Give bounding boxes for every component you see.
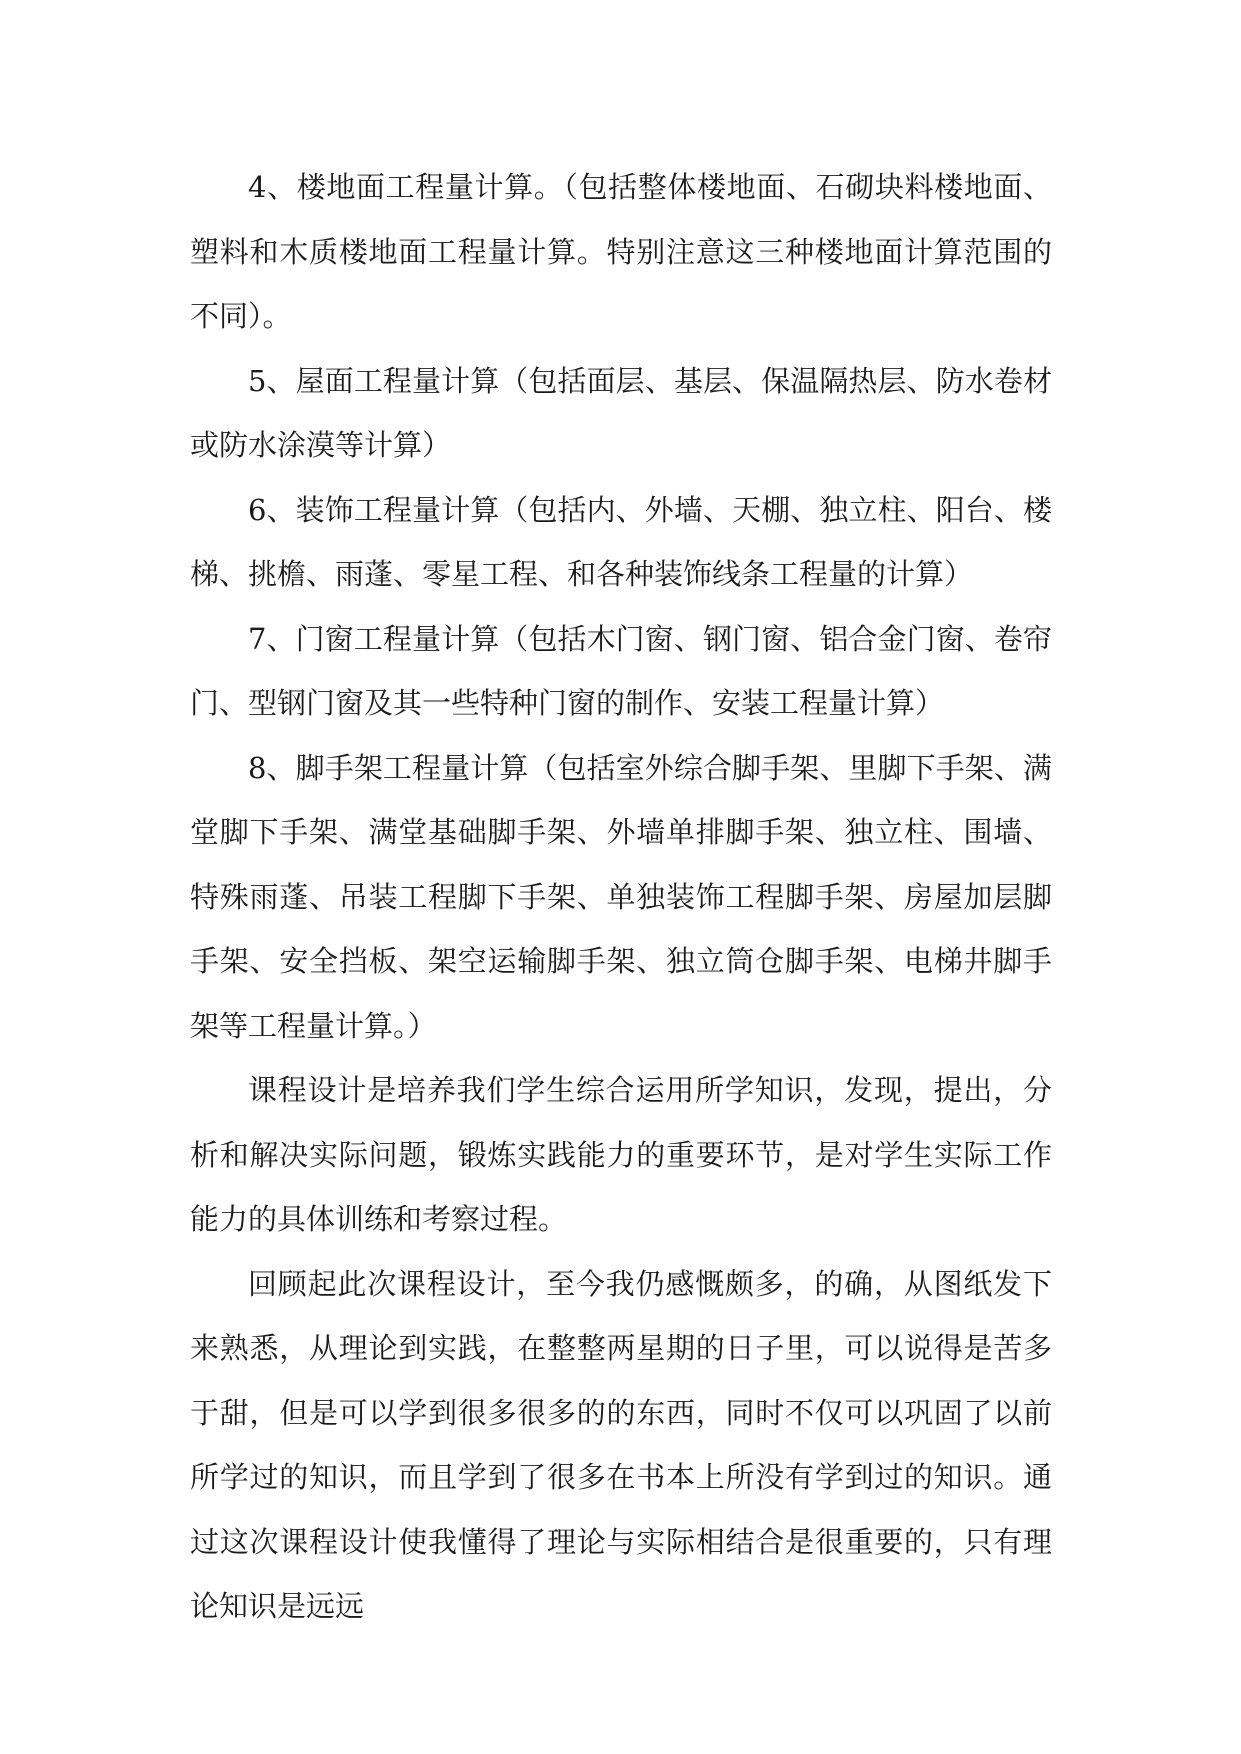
paragraph-item-7-doors-windows: 7、门窗工程量计算（包括木门窗、钢门窗、铝合金门窗、卷帘门、型钢门窗及其一些特种门窗的制作、安装工程量计算）: [190, 621, 1052, 720]
paragraph-item-5-roof: 5、屋面工程量计算（包括面层、基层、保温隔热层、防水卷材或防水涂漠等计算）: [190, 363, 1052, 462]
paragraph-course-design-purpose: 课程设计是培养我们学生综合运用所学知识，发现，提出，分析和解决实际问题，锻炼实践能力的重要环节，是对学生实际工作能力的具体训练和考察过程。: [190, 1073, 1052, 1236]
paragraph-item-6-decoration: 6、装饰工程量计算（包括内、外墙、天棚、独立柱、阳台、楼梯、挑檐、雨蓬、零星工程、和各种装饰线条工程量的计算）: [190, 492, 1052, 591]
paragraph-item-4-floor: 4、楼地面工程量计算。（包括整体楼地面、石砌块料楼地面、塑料和木质楼地面工程量计算。特别注意这三种楼地面计算范围的不同）。: [190, 170, 1052, 333]
paragraph-course-design-reflection: 回顾起此次课程设计，至今我仍感慨颇多，的确，从图纸发下来熟悉，从理论到实践，在整整两星期的日子里，可以说得是苦多于甜，但是可以学到很多很多的的东西，同时不仅可以巩固了以前所学过的知识，而且学到了很多在书本上所没有学到过的知识。通过这次课程设计使我懂得了理论与实际相结合是很重要的，只有理论知识是远远: [190, 1266, 1052, 1623]
document-body: [190, 155, 1052, 1639]
paragraph-item-8-scaffolding: 8、脚手架工程量计算（包括室外综合脚手架、里脚下手架、满堂脚下手架、满堂基础脚手架、外墙单排脚手架、独立柱、围墙、特殊雨蓬、吊装工程脚下手架、单独装饰工程脚手架、房屋加层脚手架、安全挡板、架空运输脚手架、独立筒仓脚手架、电梯井脚手架等工程量计算。）: [190, 750, 1052, 1043]
